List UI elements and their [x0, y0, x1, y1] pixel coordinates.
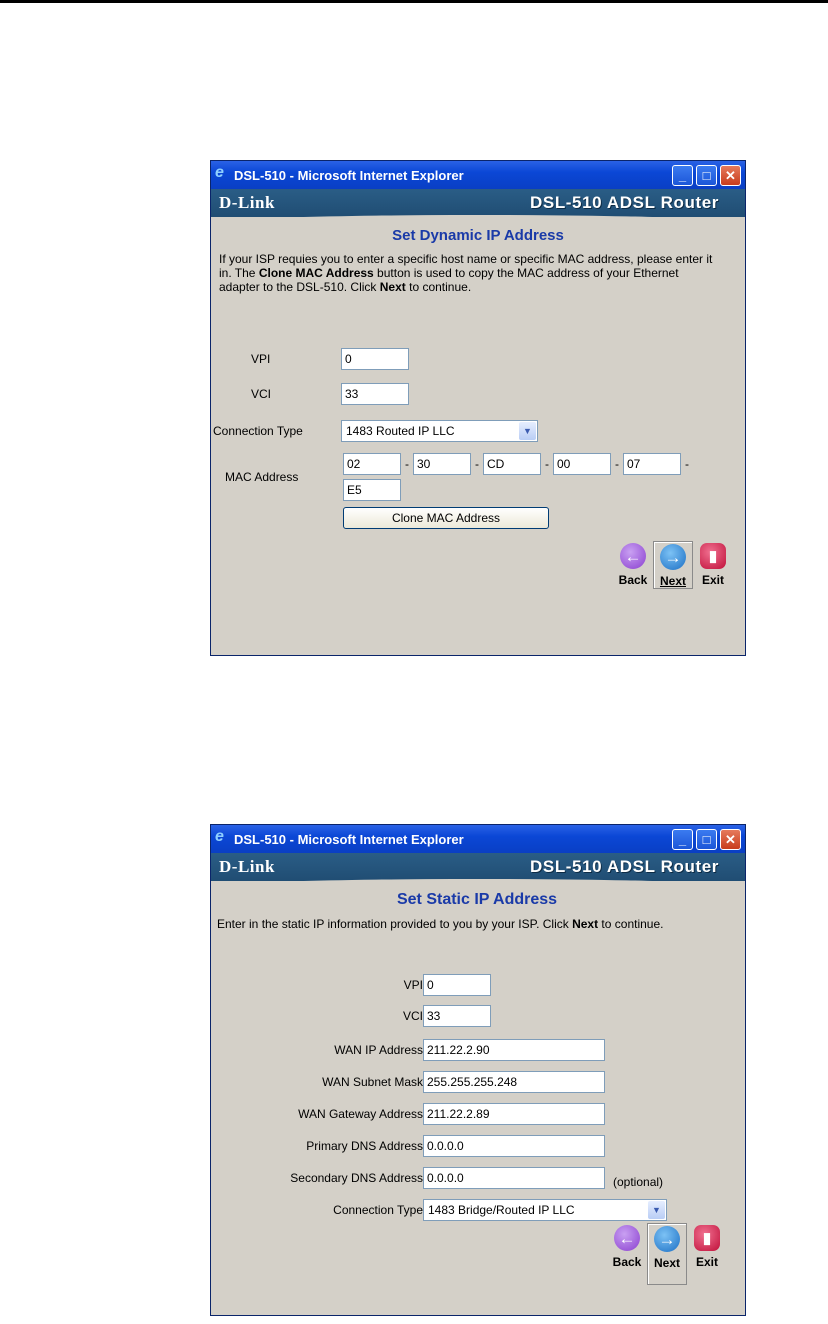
mac-octet-5[interactable]: [623, 453, 681, 475]
mac-separator: -: [405, 457, 409, 471]
next-button[interactable]: [647, 1223, 687, 1285]
connection-type-select[interactable]: [423, 1199, 667, 1221]
mac-octet-1[interactable]: [343, 453, 401, 475]
back-button[interactable]: [607, 1223, 647, 1285]
banner: [211, 189, 745, 217]
connection-type-label: Connection Type: [333, 1203, 423, 1217]
description: Enter in the static IP information provided to you by your ISP. Click Next to continue.: [217, 917, 664, 931]
chevron-down-icon[interactable]: ▼: [648, 1201, 665, 1219]
title-bar[interactable]: [211, 825, 745, 853]
mac-octet-6[interactable]: [343, 479, 401, 501]
ie-icon: [215, 168, 229, 182]
dlink-logo: D-Link: [219, 857, 275, 876]
chevron-down-icon[interactable]: ▼: [519, 422, 536, 440]
top-rule: [0, 0, 828, 3]
close-button[interactable]: [720, 829, 741, 850]
vpi-label: VPI: [403, 978, 423, 992]
next-label: Next: [659, 574, 686, 588]
ie-icon: [215, 832, 229, 846]
wan-gateway-input[interactable]: [423, 1103, 605, 1125]
mac-separator: -: [615, 457, 619, 471]
product-name: DSL-510 ADSL Router: [530, 857, 719, 876]
close-button[interactable]: [720, 165, 741, 186]
exit-button[interactable]: [687, 1223, 727, 1285]
vci-label: VCI: [402, 1009, 423, 1023]
wizard-nav: [607, 1223, 727, 1285]
exit-door-icon: ▮: [694, 1225, 720, 1251]
vpi-label: VPI: [251, 352, 271, 366]
vci-input[interactable]: [423, 1005, 491, 1027]
wan-ip-input[interactable]: [423, 1039, 605, 1061]
vci-label: VCI: [251, 387, 272, 401]
next-arrow-icon: →: [654, 1226, 680, 1252]
vpi-input[interactable]: [423, 974, 491, 996]
window-title: DSL-510 - Microsoft Internet Explorer: [234, 167, 464, 183]
wan-ip-label: WAN IP Address: [334, 1043, 423, 1057]
minimize-icon: _: [678, 831, 687, 847]
title-bar[interactable]: [211, 161, 745, 189]
exit-label: Exit: [695, 1255, 718, 1269]
secondary-dns-input[interactable]: [423, 1167, 605, 1189]
back-arrow-icon: ←: [620, 543, 646, 569]
minimize-button[interactable]: [672, 829, 693, 850]
maximize-button[interactable]: [696, 829, 717, 850]
exit-door-icon: ▮: [700, 543, 726, 569]
dynamic-ip-window: [210, 160, 746, 656]
connection-type-value: 1483 Bridge/Routed IP LLC: [428, 1203, 575, 1217]
clone-mac-button[interactable]: Clone MAC Address: [343, 507, 549, 529]
page-heading: Set Dynamic IP Address: [392, 227, 564, 244]
banner: [211, 853, 745, 881]
connection-type-select[interactable]: [341, 420, 538, 442]
description: If your ISP requies you to enter a specific host name or specific MAC address, please enter it in. The Clone MAC Address button is used to copy the MAC address of your Ethernet adapter to the DSL-510. Click Next to continue.: [219, 252, 713, 294]
close-icon: ✕: [725, 167, 736, 183]
mac-octet-4[interactable]: [553, 453, 611, 475]
wan-gateway-label: WAN Gateway Address: [298, 1107, 423, 1121]
mac-separator: -: [685, 457, 689, 471]
primary-dns-label: Primary DNS Address: [306, 1139, 423, 1153]
static-ip-window: [210, 824, 746, 1316]
optional-note: (optional): [613, 1175, 664, 1189]
back-button[interactable]: [613, 541, 653, 589]
maximize-icon: □: [702, 831, 711, 847]
next-arrow-icon: →: [660, 544, 686, 570]
mac-separator: -: [475, 457, 479, 471]
connection-type-label: Connection Type: [213, 424, 303, 438]
mac-address-fields: [343, 453, 693, 475]
maximize-button[interactable]: [696, 165, 717, 186]
window-title: DSL-510 - Microsoft Internet Explorer: [234, 831, 464, 847]
primary-dns-input[interactable]: [423, 1135, 605, 1157]
wizard-nav: [613, 541, 733, 589]
mac-octet-3[interactable]: [483, 453, 541, 475]
exit-button[interactable]: [693, 541, 733, 589]
secondary-dns-label: Secondary DNS Address: [290, 1171, 423, 1185]
vci-input[interactable]: [341, 383, 409, 405]
minimize-button[interactable]: [672, 165, 693, 186]
product-name: DSL-510 ADSL Router: [530, 193, 719, 212]
mac-address-label: MAC Address: [225, 470, 299, 484]
vpi-input[interactable]: [341, 348, 409, 370]
close-icon: ✕: [725, 831, 736, 847]
exit-label: Exit: [701, 573, 724, 587]
wan-subnet-mask-label: WAN Subnet Mask: [322, 1075, 423, 1089]
next-button[interactable]: [653, 541, 693, 589]
page-heading: Set Static IP Address: [396, 891, 558, 908]
maximize-icon: □: [702, 167, 711, 183]
back-label: Back: [618, 573, 648, 587]
next-label: Next: [653, 1256, 680, 1270]
connection-type-value: 1483 Routed IP LLC: [346, 424, 455, 438]
minimize-icon: _: [678, 167, 687, 183]
dlink-logo: D-Link: [219, 193, 275, 212]
mac-separator: -: [545, 457, 549, 471]
mac-octet-2[interactable]: [413, 453, 471, 475]
back-label: Back: [612, 1255, 642, 1269]
wan-subnet-mask-input[interactable]: [423, 1071, 605, 1093]
back-arrow-icon: ←: [614, 1225, 640, 1251]
